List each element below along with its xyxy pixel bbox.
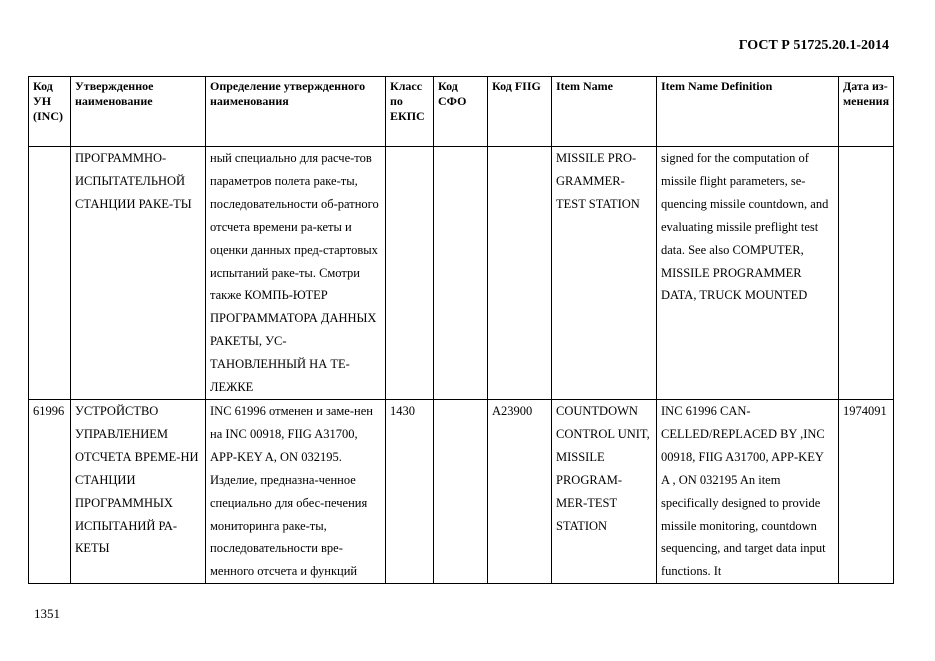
document-id: ГОСТ Р 51725.20.1-2014 [738,38,889,53]
column-header: Код FIIG [488,77,552,147]
cell-definition: INC 61996 отменен и заме-нен на INC 00918, FIIG A31700, APP-KEY A, ON 032195. Изделие, предназна-ченное специально для обес-печения мониторинга раке-ты, последовательности вре-менного отсчета и функций [206,400,386,584]
cell-item-name: MISSILE PRO-GRAMMER-TEST STATION [552,147,657,400]
cell-fiig [488,147,552,400]
column-header: Дата из-менения [839,77,894,147]
table-header-row [29,77,894,147]
column-header: Утвержденное наименование [71,77,206,147]
cell-name: УСТРОЙСТВО УПРАВЛЕНИЕМ ОТСЧЕТА ВРЕМЕ-НИ СТАНЦИИ ПРОГРАММНЫХ ИСПЫТАНИЙ РА-КЕТЫ [71,400,206,584]
column-header: Определение утвержденного наименования [206,77,386,147]
cell-sfo [434,400,488,584]
column-header: Item Name [552,77,657,147]
cell-item-name: COUNTDOWN CONTROL UNIT, MISSILE PROGRAM-MER-TEST STATION [552,400,657,584]
cell-inc [29,147,71,400]
cell-date: 1974091 [839,400,894,584]
cell-definition: ный специально для расче-тов параметров полета раке-ты, последовательности об-ратного отсчета времени ра-кеты и оценки данных пред-стартовых испытаний раке-ты. Смотри также КОМПЬ-ЮТЕР ПРОГРАММАТОРА ДАННЫХ РАКЕТЫ, УС-ТАНОВЛЕННЫЙ НА ТЕ-ЛЕЖКЕ [206,147,386,400]
table-row [29,400,894,584]
cell-item-definition: INC 61996 CAN-CELLED/REPLACED BY ,INC 00918, FIIG A31700, APP-KEY A , ON 032195 An item specifically designed to provide missile monitoring, countdown sequencing, and target data input functions. It [657,400,839,584]
cell-class [386,147,434,400]
column-header: Код УН (INC) [29,77,71,147]
cell-date [839,147,894,400]
column-header: Код СФО [434,77,488,147]
cell-sfo [434,147,488,400]
column-header: Item Name Definition [657,77,839,147]
catalog-table [28,76,894,584]
cell-inc: 61996 [29,400,71,584]
cell-name: ПРОГРАММНО-ИСПЫТАТЕЛЬНОЙ СТАНЦИИ РАКЕ-ТЫ [71,147,206,400]
page-number: 1351 [34,606,60,621]
cell-fiig: A23900 [488,400,552,584]
cell-class: 1430 [386,400,434,584]
column-header: Класс по ЕКПС [386,77,434,147]
table-row [29,147,894,400]
cell-item-definition: signed for the computation of missile flight parameters, se-quencing missile countdown, and evaluating missile preflight test data. See also COMPUTER, MISSILE PROGRAMMER DATA, TRUCK MOUNTED [657,147,839,400]
